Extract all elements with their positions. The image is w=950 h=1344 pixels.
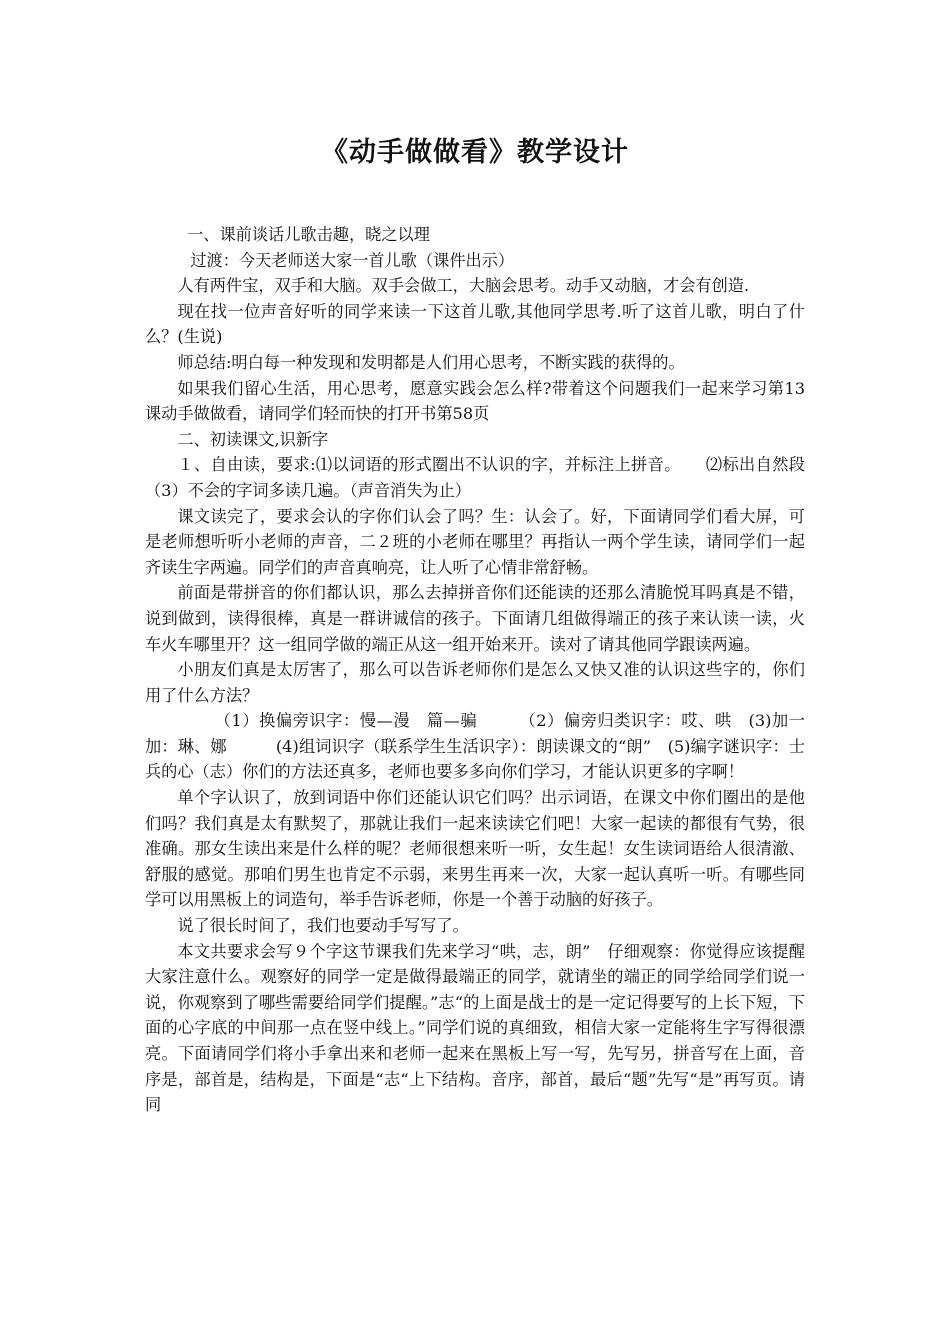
- paragraph: （1）换偏旁识字：慢—漫 篇—骗 （2）偏旁归类识字：哎、哄 (3)加一加：琳、娜 (4)组词识字（联系学生生活识字）：朗读课文的“朗” (5)编字谜识字：士兵的心（志）你们的方法还真多，老师也要多多向你们学习，才能认识更多的字啊！: [145, 711, 805, 782]
- paragraph: 师总结:明白每一种发现和发明都是人们用心思考，不断实践的获得的。: [177, 352, 685, 372]
- paragraph: 小朋友们真是太厉害了，那么可以告诉老师你们是怎么又快又准的认识这些字的，你们用了什么方法？: [145, 660, 805, 705]
- paragraph: 本文共要求会写９个字这节课我们先来学习“哄，志，朗” 仔细观察：你觉得应该提醒大家注意什么。观察好的同学一定是做得最端正的同学，就请坐的端正的同学给同学们说一说，你观察到了哪些需要给同学们提醒。”志“的上面是战士的是一定记得要写的上长下短，下面的心字底的中间那一点在竖中线上。”同学们说的真细致，相信大家一定能将生字写得很漂亮。下面请同学们将小手拿出来和老师一起来在黑板上写一写，先写另，拼音写在上面，音序是，部首是，结构是，下面是“志“上下结构。音序，部首，最后“题”先写“是”再写页。请同: [145, 941, 805, 1115]
- paragraph: １、自由读，要求:⑴以词语的形式圈出不认识的字，并标注上拼音。 ⑵标出自然段 （3）不会的字词多读几遍。（声音消失为止）: [145, 455, 838, 500]
- paragraph: 前面是带拼音的你们都认识，那么去掉拼音你们还能读的还那么清脆悦耳吗真是不错，说到做到，读得很棒，真是一群讲诚信的孩子。下面请几组做得端正的孩子来认读一读，火车火车哪里开？这一组同学做的端正从这一组开始来开。读对了请其他同学跟读两遍。: [145, 583, 805, 654]
- paragraph: 人有两件宝，双手和大脑。双手会做工，大脑会思考。动手又动脑，才会有创造.: [177, 276, 750, 296]
- paragraph: 现在找一位声音好听的同学来读一下这首儿歌,其他同学思考.听了这首儿歌，明白了什么？(生说): [145, 301, 805, 347]
- document-title: 《动手做做看》教学设计: [321, 137, 629, 168]
- paragraph: 一、课前谈话儿歌击趣，晓之以理: [187, 225, 430, 244]
- paragraph: 说了很长时间了，我们也要动手写写了。: [177, 916, 469, 936]
- paragraph: 过渡：今天老师送大家一首儿歌（课件出示）: [190, 250, 515, 270]
- document-body: [145, 222, 838, 1118]
- paragraph: 二、初读课文,识新字: [177, 429, 329, 449]
- paragraph: 如果我们留心生活，用心思考，愿意实践会怎么样?带着这个问题我们一起来学习第13课动手做做看，请同学们轻而快的打开书第58页: [145, 378, 805, 424]
- paragraph: 单个字认识了，放到词语中你们还能认识它们吗？出示词语，在课文中你们圈出的是他们吗？我们真是太有默契了，那就让我们一起来读读它们吧！大家一起读的都很有气势，很准确。那女生读出来是什么样的呢？老师很想来听一听，女生起！女生读词语给人很清澈、舒服的感觉。那咱们男生也肯定不示弱，来男生再来一次，大家一起认真听一听。有哪些同学可以用黑板上的词造句，举手告诉老师，你是一个善于动脑的好孩子。: [145, 788, 805, 910]
- paragraph: 课文读完了，要求会认的字你们认会了吗？生：认会了。好，下面请同学们看大屏，可是老师想听听小老师的声音，二２班的小老师在哪里？再指认一两个学生读，请同学们一起齐读生字两遍。同学们的声音真响亮，让人听了心情非常舒畅。: [145, 506, 805, 577]
